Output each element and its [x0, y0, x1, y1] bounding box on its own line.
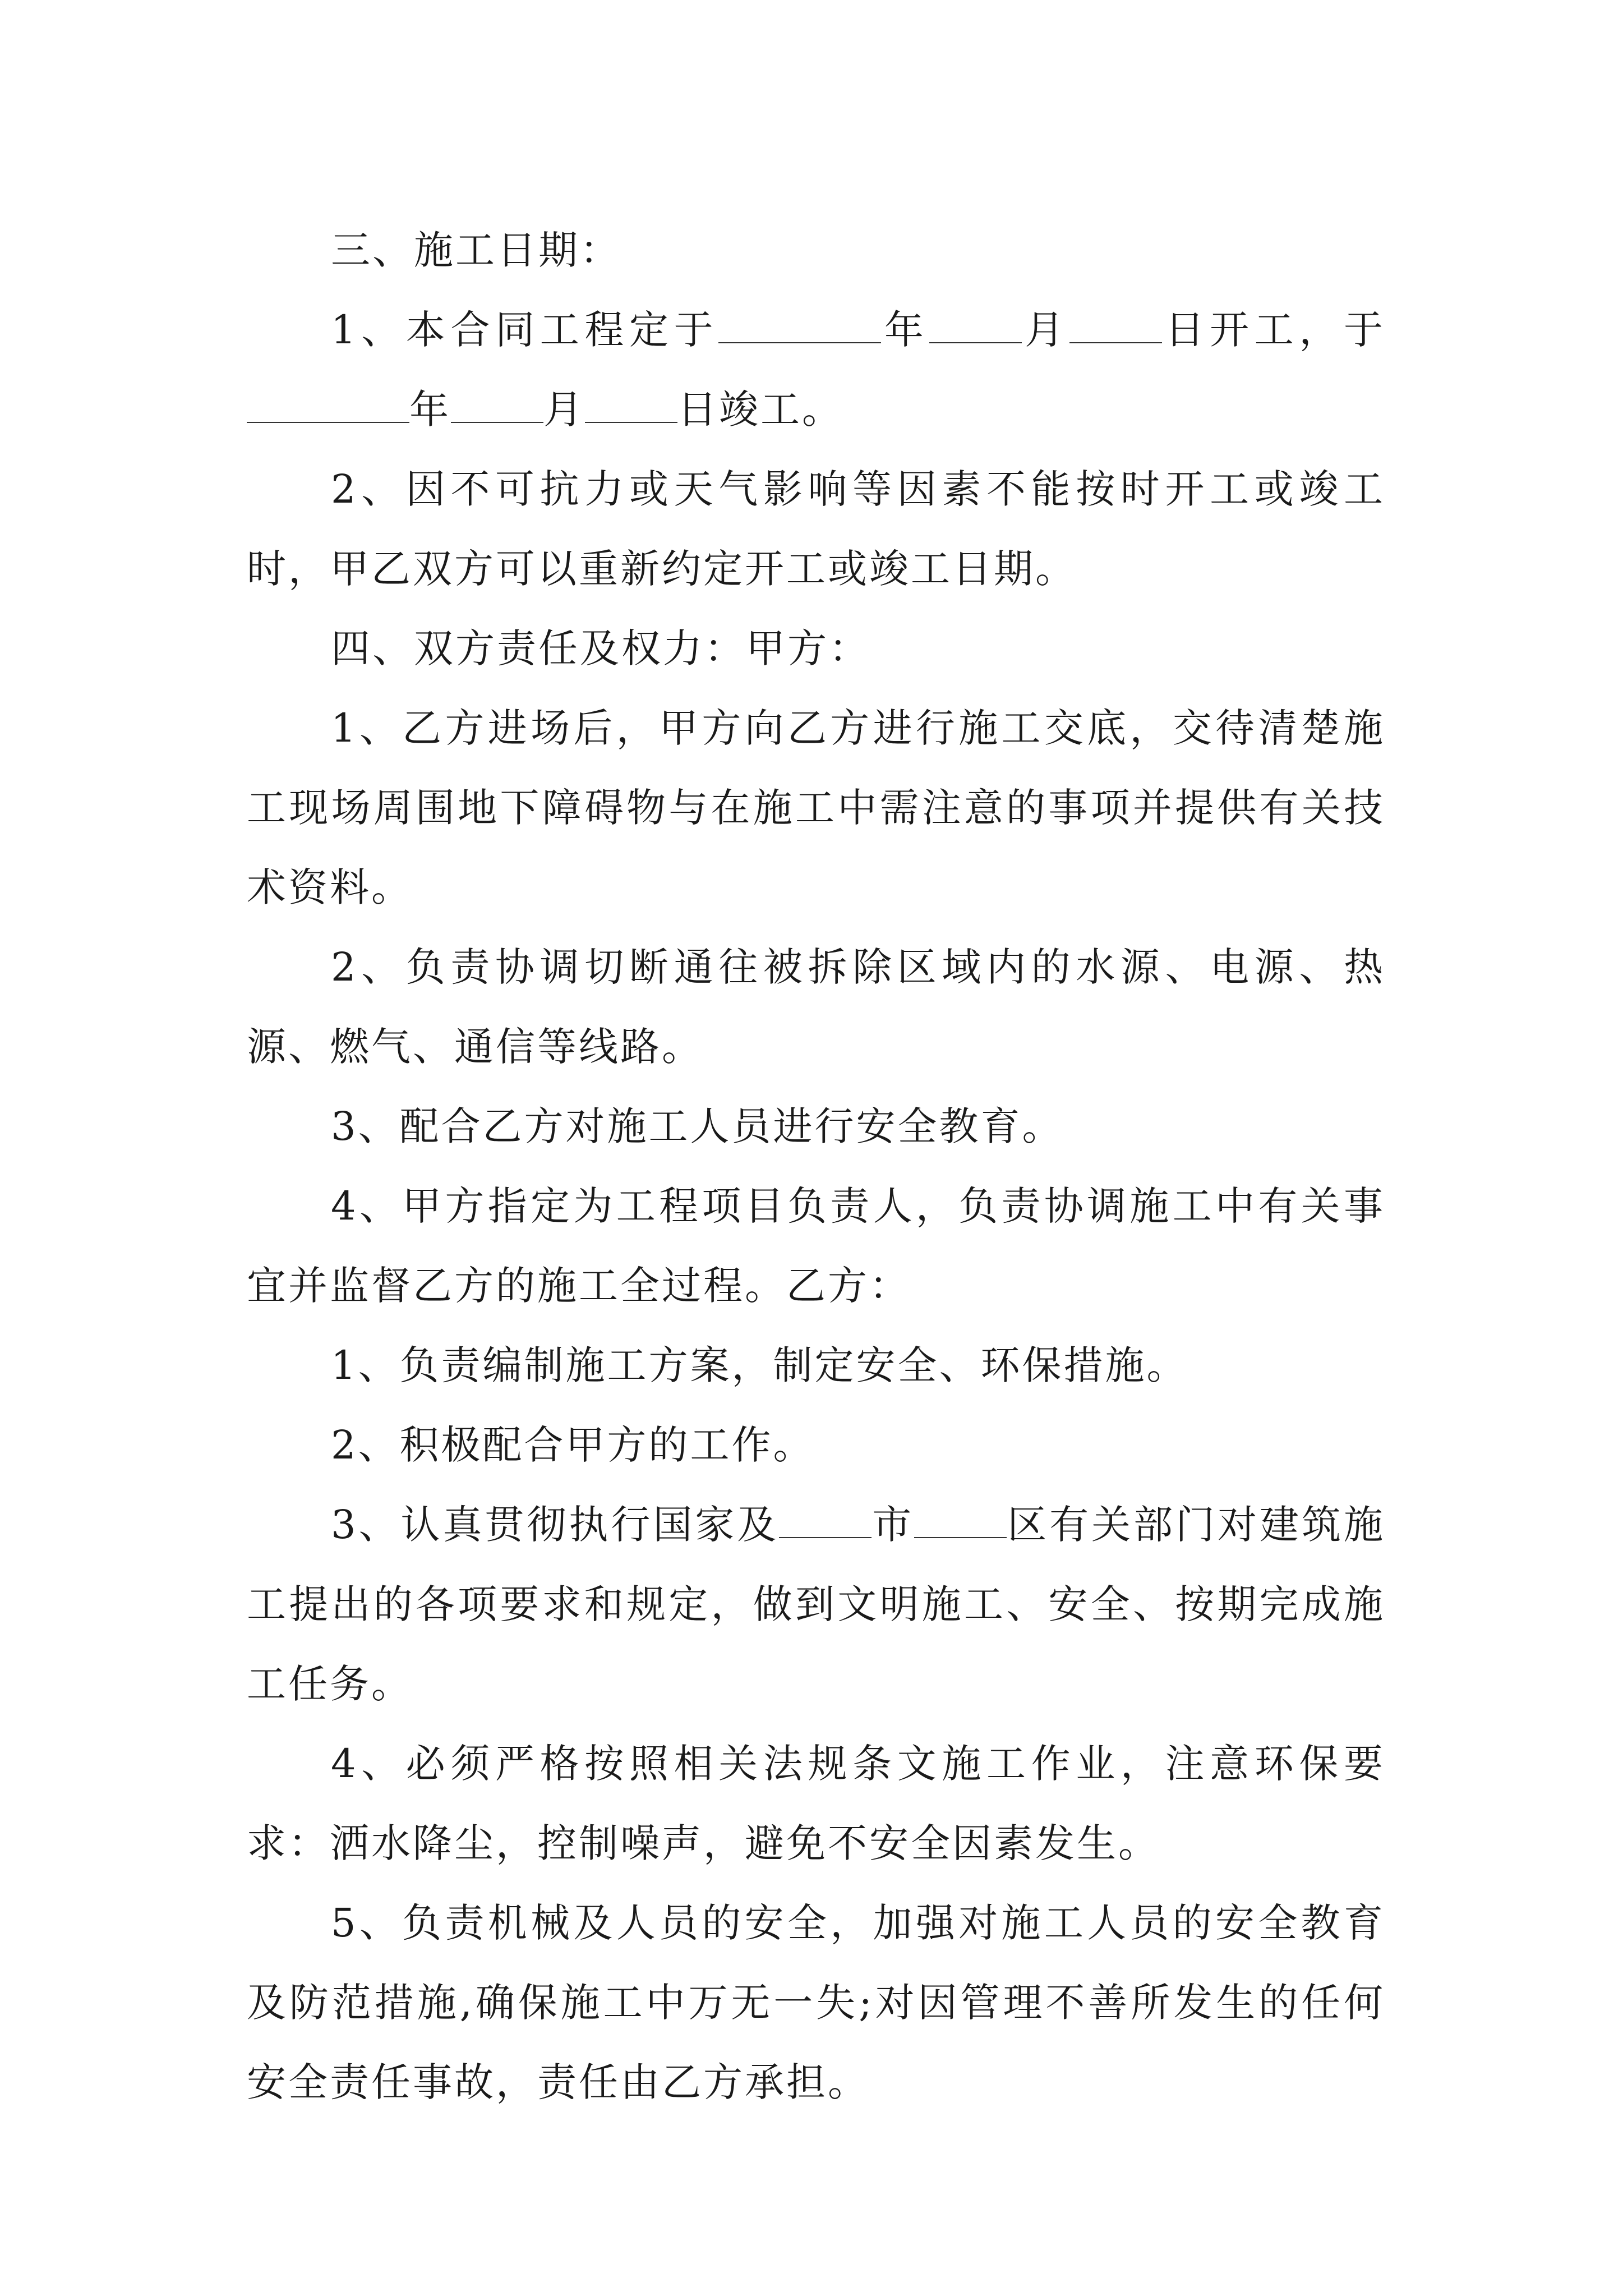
blank-end-day — [585, 386, 677, 423]
clause-text: 区有关部门对建筑施工提出的各项要求和规定，做到文明施工、安全、按期完成施工任务。 — [247, 1502, 1385, 1707]
clause-text: 日竣工。 — [677, 386, 843, 432]
blank-end-month — [451, 386, 543, 423]
party-b-clause-2: 2、积极配合甲方的工作。 — [331, 1422, 815, 1468]
party-a-clause-4: 4、甲方指定为工程项目负责人，负责协调施工中有关事宜并监督乙方的施工全过程。乙方： — [247, 1183, 1385, 1309]
blank-end-year — [247, 386, 409, 423]
clause-construction-start-end — [247, 290, 1385, 449]
clause-text: 1、本合同工程定于 — [331, 307, 719, 353]
document-body — [247, 210, 1385, 2122]
blank-start-day — [1069, 307, 1162, 343]
clause-text: 3、认真贯彻执行国家及 — [331, 1502, 780, 1548]
blank-start-year — [718, 307, 881, 343]
clause-text: 月 — [1021, 307, 1069, 353]
section-heading-construction-dates: 三、施工日期： — [331, 227, 621, 273]
party-b-clause-3 — [247, 1485, 1385, 1724]
clause-force-majeure: 2、因不可抗力或天气影响等因素不能按时开工或竣工时，甲乙双方可以重新约定开工或竣工日期。 — [247, 466, 1385, 592]
blank-district — [914, 1502, 1007, 1538]
party-a-clause-3: 3、配合乙方对施工人员进行安全教育。 — [331, 1103, 1064, 1149]
section-heading-responsibilities: 四、双方责任及权力：甲方： — [331, 625, 870, 671]
party-b-clause-4: 4、必须严格按照相关法规条文施工作业，注意环保要求：洒水降尘，控制噪声，避免不安全因素发生。 — [247, 1741, 1385, 1866]
blank-start-month — [929, 307, 1022, 343]
clause-text: 月 — [543, 386, 585, 432]
clause-text: 市 — [872, 1502, 915, 1548]
party-a-clause-1: 1、乙方进场后，甲方向乙方进行施工交底，交待清楚施工现场周围地下障碍物与在施工中需注意的事项并提供有关技术资料。 — [247, 705, 1385, 910]
clause-text: 日开工，于 — [1161, 307, 1386, 353]
party-b-clause-1: 1、负责编制施工方案，制定安全、环保措施。 — [331, 1342, 1188, 1388]
clause-text: 年 — [409, 386, 451, 432]
party-b-clause-5: 5、负责机械及人员的安全，加强对施工人员的安全教育及防范措施,确保施工中万无一失;对因管理不善所发生的任何安全责任事故，责任由乙方承担。 — [247, 1900, 1385, 2105]
clause-text: 年 — [881, 307, 929, 353]
blank-city — [779, 1502, 872, 1538]
party-a-clause-2: 2、负责协调切断通往被拆除区域内的水源、电源、热源、燃气、通信等线路。 — [247, 944, 1385, 1070]
